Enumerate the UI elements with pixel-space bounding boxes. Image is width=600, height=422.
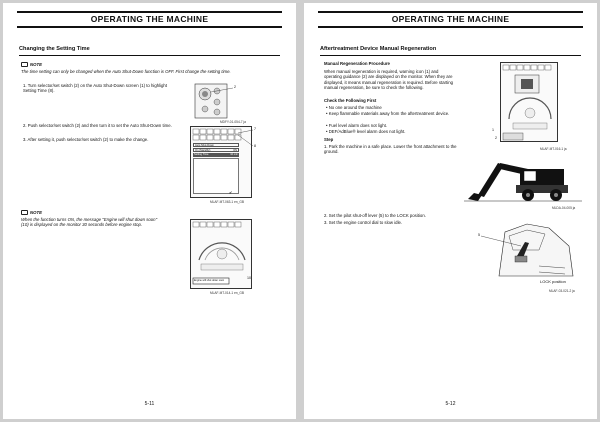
step-2: 2. Set the pilot shut-off lever (5) to the LOCK position. — [324, 213, 426, 218]
monitor-shutdown-message — [190, 219, 252, 289]
menu-row-auto-shutdown: Auto Shut-Down — [193, 143, 239, 147]
menu-row-on-standby: On (Standby) ON — [195, 149, 237, 152]
section-rule — [320, 55, 581, 56]
callout-1: 1 — [492, 128, 494, 132]
left-page — [3, 3, 296, 419]
check-title: Check the Following First — [324, 98, 377, 103]
step-title: Step — [324, 137, 334, 142]
section-rule — [19, 55, 280, 56]
fig1-caption: MLAF-MT-016-1 ja — [540, 147, 567, 151]
intro-paragraph: When manual regeneration is required, warning icon (1) and operating guidance (2) are displayed on the monitor. When they are displayed, it means manual regeneration is required. Before starting manual regeneration, be sure to check the following. — [324, 69, 453, 91]
fig1-caption: MDFY-01-054-7 ja — [220, 120, 246, 124]
fig2-caption: MLDA-04-005 ja — [552, 206, 576, 210]
note-label: NOTE — [21, 62, 42, 67]
step-3: 3. After setting it, push selector/set switch (2) to make the change. — [23, 137, 149, 142]
section-title-setting-time: Changing the Setting Time — [19, 46, 90, 52]
bullet-1: • No one around the machine — [326, 105, 382, 110]
note2-text: When the function turns ON, the message "Engine will shut down soon" (10) is displayed on the monitor 30 seconds before engine stop. — [21, 217, 158, 228]
menu-row-setting-time: Setting Time 10 min — [194, 153, 238, 156]
step-1: 1. Park the machine in a safe place. Lower the front attachment to the ground. — [324, 144, 457, 155]
monitor-regeneration-warning — [500, 62, 558, 142]
check-icon: ✔ — [229, 190, 233, 195]
right-page-banner: OPERATING THE MACHINE — [318, 11, 583, 28]
callout-5: 5 — [478, 233, 480, 237]
callout-2: 2 — [234, 85, 236, 89]
callout-7: 7 — [254, 127, 256, 131]
bullet-3: • Fuel level alarm does not light. — [326, 123, 387, 128]
step-3: 3. Set the engine control dial to slow idle. — [324, 220, 403, 225]
pilot-shutoff-lever-figure — [469, 216, 581, 284]
step-2: 2. Push selector/set switch (2) and then turn it to set the Auto Shut-Down time. — [23, 123, 172, 128]
note-icon — [21, 62, 28, 67]
selector-switch-figure — [193, 82, 243, 122]
left-page-banner: OPERATING THE MACHINE — [17, 11, 282, 28]
shutdown-message: Engine will shut down soon — [194, 279, 225, 282]
right-page-number: 5-12 — [445, 401, 456, 407]
callout-8: 8 — [254, 144, 256, 148]
callout-10: 10 — [247, 276, 251, 280]
note-icon — [21, 210, 28, 215]
left-page-number: 5-11 — [144, 401, 155, 407]
bullet-4: • DEF/AdBlue® level alarm does not light. — [326, 129, 406, 134]
fig3-caption: MLAF-03-021-2 ja — [549, 289, 575, 293]
fig2-caption: MLAF-MT-063-1 en_GB — [210, 200, 245, 204]
subsection-title: Manual Regeneration Procedure — [324, 61, 390, 66]
menu-blank-area — [193, 158, 239, 194]
right-page — [304, 3, 597, 419]
fig3-caption: MLAF-MT-014-1 en_GB — [210, 291, 245, 295]
step-1: 1. Turn selector/set switch (2) on the Auto Shut-Down screen (1) to highlight Setting Time (8). — [23, 83, 168, 94]
section-title-regeneration: Aftertreatment Device Manual Regeneration — [320, 46, 437, 52]
note2-label: NOTE — [21, 210, 42, 215]
note-text: The time setting can only be changed when the Auto Shut-Down function is OFF. First change the setting time. — [21, 69, 231, 74]
lock-position-label: LOCK position — [540, 279, 566, 284]
bullet-2: • Keep flammable materials away from the aftertreatment device. — [326, 111, 450, 116]
callout-2: 2 — [495, 136, 497, 140]
excavator-figure — [464, 155, 582, 205]
